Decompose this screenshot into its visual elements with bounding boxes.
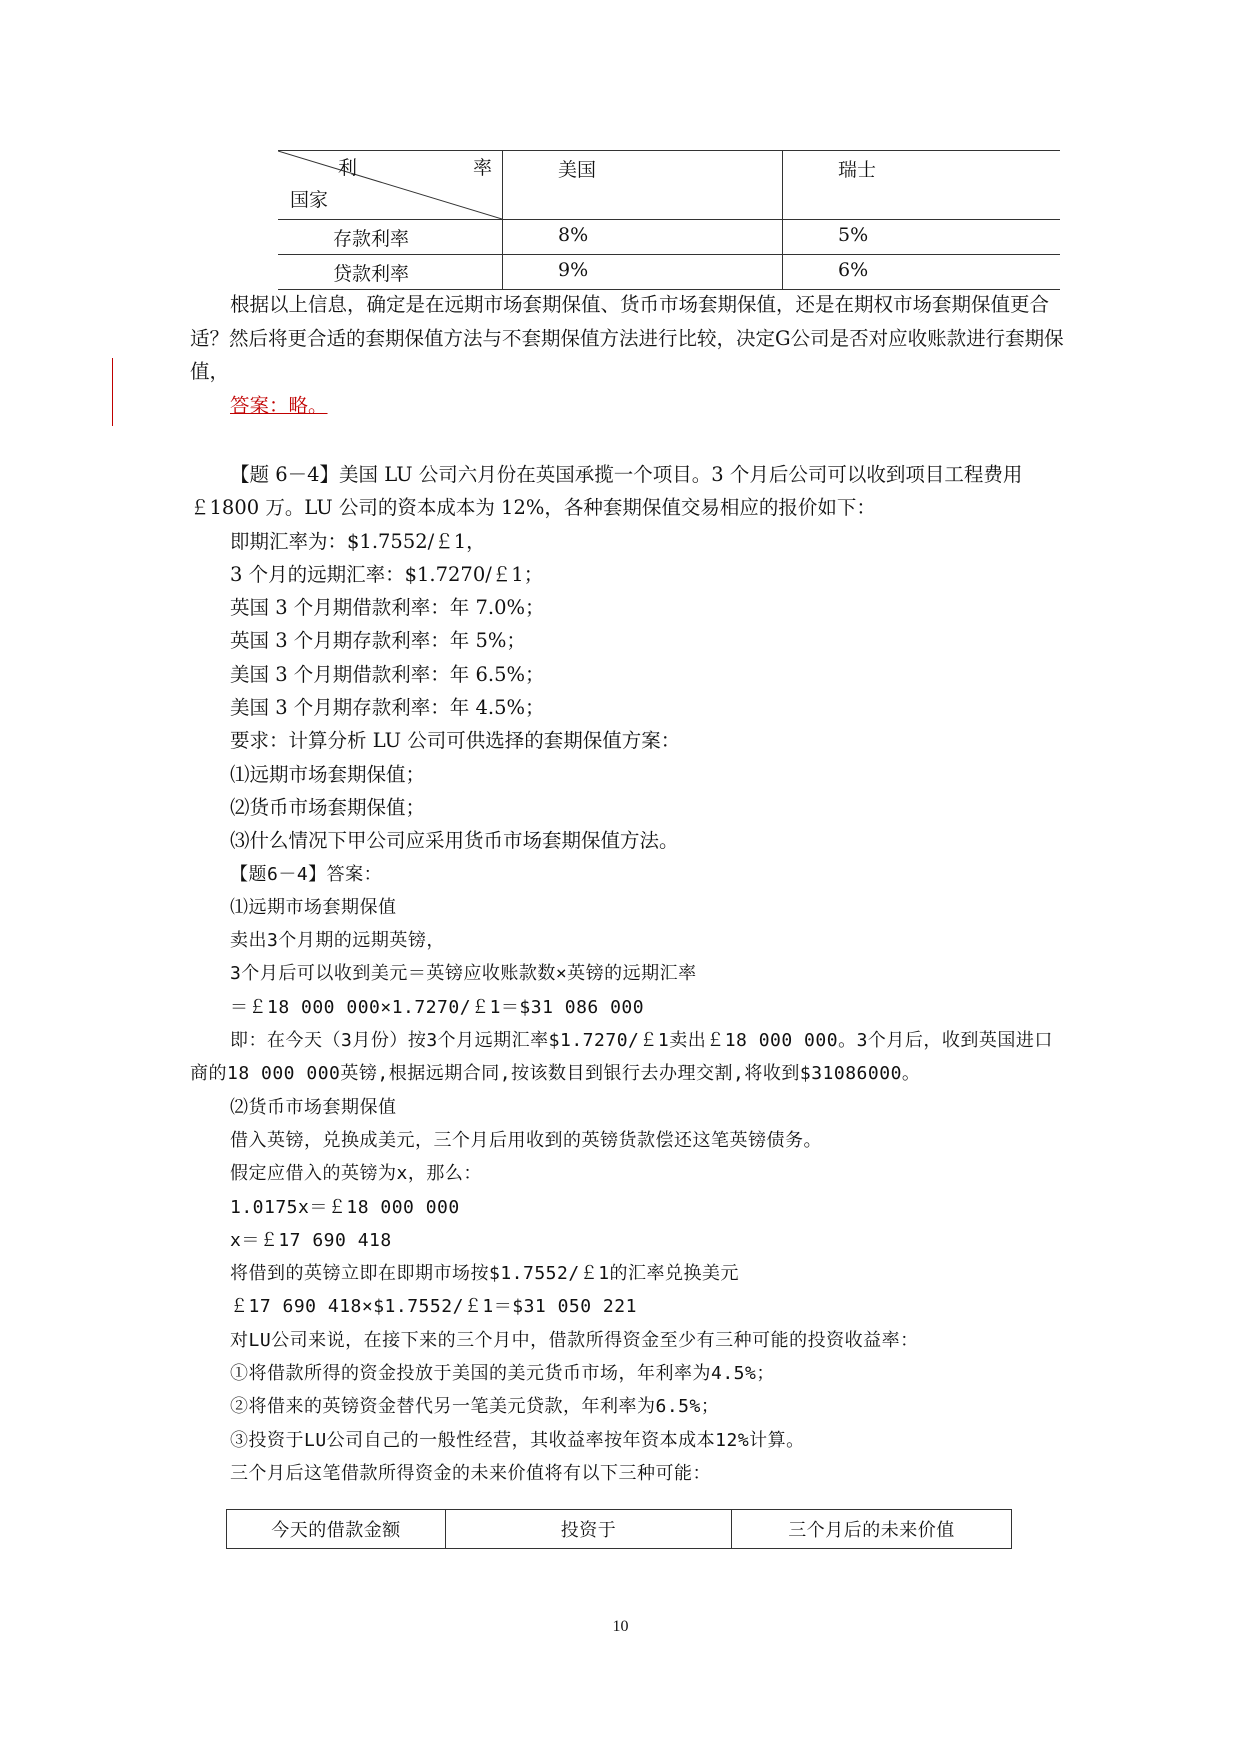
question-line: 英国 3 个月期借款利率：年 7.0%； [230, 596, 545, 620]
cell-value: 5% [838, 224, 869, 246]
question-intro: 【题 6－4】美国 LU 公司六月份在英国承揽一个项目。3 个月后公司可以收到项目工程费用￡1800 万。LU 公司的资本成本为 12%，各种套期保值交易相应的报价如下： [190, 463, 1023, 520]
answer-line: 将借到的英镑立即在即期市场按$1.7552/￡1的汇率兑换美元 [230, 1263, 740, 1285]
answer-line: ①将借款所得的资金投放于美国的美元货币市场，年利率为4.5%； [230, 1363, 775, 1385]
question-line: ⑵货币市场套期保值； [230, 795, 426, 819]
answer-paragraph: 即：在今天（3月份）按3个月远期汇率$1.7270/￡1卖出￡18 000 000。3个月后，收到英国进口商的18 000 000英镑,根据远期合同,按该数目到银行去办理交割,将收到$31086000。 [190, 1030, 1053, 1085]
answer-line: 【题6－4】答案： [230, 863, 383, 885]
table-row [278, 220, 1060, 255]
header-rate-char-1: 利 [338, 157, 358, 179]
cell-value: 9% [558, 259, 589, 281]
header-borrow-amount: 今天的借款金额 [227, 1510, 446, 1549]
question-line: 即期汇率为：$1.7552/￡1， [230, 529, 486, 553]
question-line: 3 个月的远期汇率：$1.7270/￡1； [230, 562, 544, 586]
question-line: 要求：计算分析 LU 公司可供选择的套期保值方案： [230, 729, 681, 753]
answer-line: 对LU公司来说，在接下来的三个月中，借款所得资金至少有三种可能的投资收益率： [230, 1329, 919, 1351]
previous-question-block [190, 288, 1070, 422]
answer-line: 卖出3个月期的远期英镑， [230, 930, 445, 952]
question-line: ⑴远期市场套期保值； [230, 762, 426, 786]
diagonal-header-cell [278, 151, 503, 220]
table-header-row [278, 151, 1060, 220]
answer-line: ＝￡18 000 000×1.7270/￡1＝$31 086 000 [230, 996, 645, 1018]
header-ch [783, 151, 1061, 220]
answer-line: ⑵货币市场套期保值 [230, 1096, 397, 1118]
future-value-table [226, 1509, 1012, 1549]
header-future-value: 三个月后的未来价值 [732, 1510, 1012, 1549]
answer-line: 三个月后这笔借款所得资金的未来价值将有以下三种可能： [230, 1462, 711, 1484]
question-line: ⑶什么情况下甲公司应采用货币市场套期保值方法。 [230, 829, 679, 853]
page-number: 10 [612, 1618, 629, 1635]
answer-omitted: 答案：略。 [230, 393, 328, 417]
answer-6-4-block [190, 858, 1070, 1491]
answer-line: ③投资于LU公司自己的一般性经营，其收益率按年资本成本12%计算。 [230, 1429, 805, 1451]
header-us-label: 美国 [558, 159, 597, 181]
answer-line: 3个月后可以收到美元＝英镑应收账款数×英镑的远期汇率 [230, 963, 697, 985]
question-paragraph: 根据以上信息，确定是在远期市场套期保值、货币市场套期保值，还是在期权市场套期保值更合适？然后将更合适的套期保值方法与不套期保值方法进行比较，决定G公司是否对应收账款进行套期保值， [190, 293, 1064, 383]
header-country: 国家 [290, 189, 329, 211]
question-6-4-block [190, 458, 1070, 1490]
cell-value: 8% [558, 224, 589, 246]
cell-value: 6% [838, 259, 869, 281]
question-line: 美国 3 个月期存款利率：年 4.5%； [230, 696, 545, 720]
answer-line: ⑴远期市场套期保值 [230, 896, 397, 918]
header-ch-label: 瑞士 [838, 159, 877, 181]
header-invest-in: 投资于 [446, 1510, 732, 1549]
interest-rate-table [278, 150, 1060, 290]
row-label: 贷款利率 [333, 263, 410, 285]
table-header-row [227, 1510, 1012, 1549]
header-us [503, 151, 783, 220]
question-line: 英国 3 个月期存款利率：年 5%； [230, 629, 526, 653]
answer-line: 借入英镑，兑换成美元，三个月后用收到的英镑货款偿还这笔英镑债务。 [230, 1129, 822, 1151]
header-rate-char-2: 率 [473, 157, 493, 179]
revision-margin-bar [112, 358, 113, 426]
answer-line: ￡17 690 418×$1.7552/￡1＝$31 050 221 [230, 1296, 637, 1318]
answer-line: 1.0175x＝￡18 000 000 [230, 1196, 460, 1218]
question-line: 美国 3 个月期借款利率：年 6.5%； [230, 662, 545, 686]
answer-line: 假定应借入的英镑为x，那么： [230, 1163, 482, 1185]
answer-line: x＝￡17 690 418 [230, 1229, 392, 1251]
row-label: 存款利率 [333, 228, 410, 250]
answer-line: ②将借来的英镑资金替代另一笔美元贷款，年利率为6.5%； [230, 1396, 720, 1418]
table-row [278, 255, 1060, 290]
